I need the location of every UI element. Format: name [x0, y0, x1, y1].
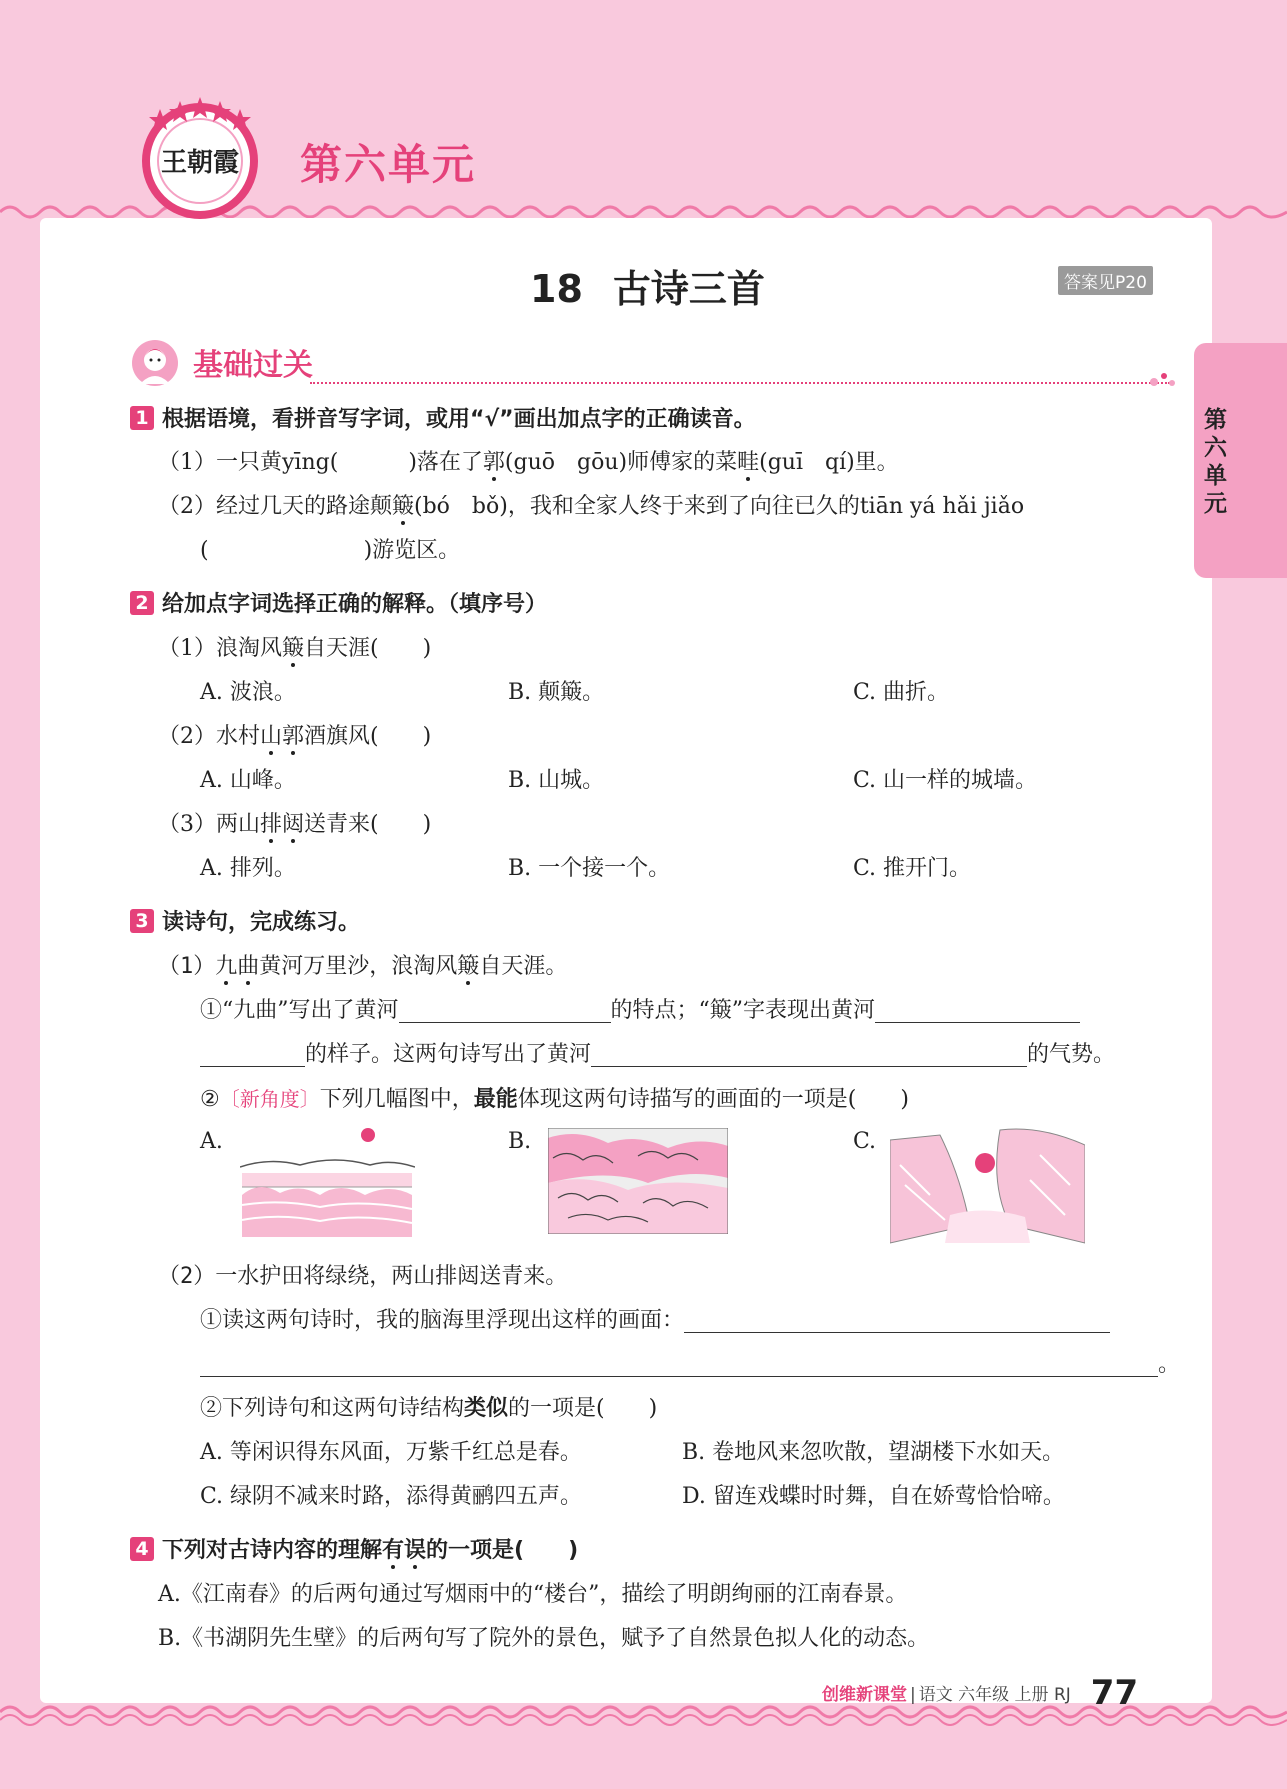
q3-j1-line2	[200, 1350, 1180, 1380]
picture-calm-lake[interactable]	[240, 1125, 415, 1240]
q2-sub2	[158, 722, 431, 752]
q2-s1c: 自天涯( )	[304, 636, 432, 661]
q2-s1-option-a[interactable]: A. 波浪。	[200, 680, 296, 705]
q1-dotted-qi: 畦	[737, 450, 760, 475]
q3-dotted-bo: 簸	[457, 954, 480, 979]
q3-j1-end: 。	[1158, 1352, 1181, 1377]
q4-number: 4	[130, 1537, 154, 1561]
q3-i2c-bold: 最能	[473, 1087, 518, 1112]
q2-dotted-bo: 簸	[282, 636, 305, 661]
q2-s2-option-a[interactable]: A. 山峰。	[200, 768, 296, 793]
q3-i1b: 的特点；“簸”字表现出黄河	[610, 998, 875, 1023]
q3-j2-option-c[interactable]: C. 绿阴不减来时路，添得黄鹂四五声。	[200, 1484, 583, 1509]
q3-p1f: 自天涯。	[479, 954, 568, 979]
q3-item1-line2	[200, 1040, 1115, 1070]
q3-picture-option-b-label[interactable]: B.	[508, 1129, 532, 1154]
q3-j2b-bold: 类似	[464, 1396, 509, 1421]
logo-text: 王朝霞	[160, 148, 240, 178]
q3-i2d: 体现这两句诗描写的画面的一项是( )	[517, 1087, 909, 1112]
footer-info: 语文 六年级 上册 RJ	[918, 1685, 1071, 1705]
q1-l2c: (bó bǒ)，我和全家人终于来到了向往已久的tiān yá hǎi jiǎo	[414, 494, 1025, 519]
q3-j2a: ②下列诗句和这两句诗结构	[200, 1396, 465, 1421]
q1-number: 1	[130, 406, 154, 430]
footer-separator: |	[910, 1685, 916, 1705]
q3-dotted-jiu: 九	[215, 954, 238, 979]
q1-line2	[158, 492, 1024, 522]
q1-blank-tianya[interactable]	[209, 539, 364, 563]
page-footer	[822, 1673, 1138, 1713]
q3-poem2: （2）一水护田将绿绕，两山排闼送青来。	[158, 1264, 568, 1289]
q3-j2-option-d[interactable]: D. 留连戏蝶时时舞，自在娇莺恰恰啼。	[682, 1484, 1065, 1509]
q2-prompt	[130, 590, 547, 620]
q3-j2-option-a[interactable]: A. 等闲识得东风面，万紫千红总是春。	[200, 1440, 582, 1465]
q1-l3a: (	[200, 538, 209, 563]
q1-dotted-bo: 簸	[392, 494, 415, 519]
q1-l3b: )游览区。	[363, 538, 461, 563]
q3-blank-shape-b[interactable]	[200, 1042, 305, 1067]
q2-s2d: 酒旗风( )	[304, 724, 432, 749]
q3-i1a: ①“九曲”写出了黄河	[200, 998, 399, 1023]
q2-s3-option-a[interactable]: A. 排列。	[200, 856, 296, 881]
q1-blank-ying[interactable]	[338, 451, 408, 475]
q1-l1a: （1）一只黄yīng(	[158, 450, 339, 475]
q2-s1a: （1）浪淘风	[158, 636, 282, 661]
section-divider	[310, 382, 1170, 384]
q1-line3	[200, 536, 460, 566]
footer-brand: 创维新课堂	[822, 1685, 907, 1705]
section-title: 基础过关	[193, 348, 313, 383]
q2-s3d: 送青来( )	[304, 812, 432, 837]
q4-prompt	[130, 1536, 578, 1566]
q3-i2b: 下列几幅图中，	[319, 1087, 474, 1112]
q4-prompt-d: 的一项是( )	[426, 1538, 579, 1563]
answer-reference-badge: 答案见P20	[1058, 266, 1153, 295]
q3-p1d: 黄河万里沙，浪淘风	[259, 954, 458, 979]
q2-s1-option-b[interactable]: B. 颠簸。	[508, 680, 605, 705]
lesson-title	[530, 258, 765, 313]
q4-dotted-you: 有	[382, 1538, 405, 1563]
q3-j2-option-b[interactable]: B. 卷地风来忽吹散，望湖楼下水如天。	[682, 1440, 1065, 1465]
q3-j2c: 的一项是( )	[508, 1396, 658, 1421]
q2-number: 2	[130, 591, 154, 615]
q3-i1c: 的样子。这两句诗写出了黄河	[305, 1042, 592, 1067]
q3-j1-line1	[200, 1306, 1110, 1336]
picture-rough-river[interactable]	[548, 1128, 728, 1234]
q2-s1-option-c[interactable]: C. 曲折。	[853, 680, 950, 705]
q3-i2a: ②	[200, 1087, 220, 1112]
q3-prompt-text: 读诗句，完成练习。	[162, 910, 361, 935]
unit-title: 第六单元	[300, 140, 477, 189]
q1-l2a: （2）经过几天的路途颠	[158, 494, 392, 519]
q3-poem1	[158, 952, 567, 982]
q2-dotted-shan: 山	[260, 724, 283, 749]
side-tab-label: 第六单元	[1204, 407, 1227, 517]
page-number: 77	[1090, 1673, 1139, 1713]
q3-i1d: 的气势。	[1027, 1042, 1116, 1067]
q3-picture-option-a-label[interactable]: A.	[200, 1129, 223, 1154]
q4-option-b[interactable]: B.《书湖阴先生壁》的后两句写了院外的景色，赋予了自然景色拟人化的动态。	[158, 1626, 930, 1651]
q1-l1f: (guī qí)里。	[759, 450, 899, 475]
q2-dotted-guo: 郭	[282, 724, 305, 749]
q2-s2-option-c[interactable]: C. 山一样的城墙。	[853, 768, 1038, 793]
q2-s3-option-b[interactable]: B. 一个接一个。	[508, 856, 671, 881]
q3-j2	[200, 1394, 657, 1424]
q4-option-a[interactable]: A.《江南春》的后两句通过写烟雨中的“楼台”，描绘了明朗绚丽的江南春景。	[158, 1582, 908, 1607]
q2-s3a: （3）两山	[158, 812, 260, 837]
q2-sub1	[158, 634, 431, 664]
q1-prompt-text: 根据语境，看拼音写字词，或用“√”画出加点字的正确读音。	[162, 407, 756, 432]
q3-prompt	[130, 908, 360, 938]
q1-line1	[158, 448, 899, 478]
q3-blank-momentum[interactable]	[591, 1042, 1027, 1067]
q3-p1a: （1）	[158, 954, 216, 979]
q2-dotted-pai: 排	[260, 812, 283, 837]
q3-j1-text: ①读这两句诗时，我的脑海里浮现出这样的画面：	[200, 1308, 685, 1333]
q2-s2a: （2）水村	[158, 724, 260, 749]
q2-s2-option-b[interactable]: B. 山城。	[508, 768, 605, 793]
girl-avatar-icon	[130, 338, 180, 388]
lesson-number: 18	[530, 267, 583, 311]
lesson-name: 古诗三首	[612, 267, 765, 311]
q2-prompt-text: 给加点字词选择正确的解释。（填序号）	[162, 592, 548, 617]
q1-prompt	[130, 405, 756, 435]
q3-blank-scene-b[interactable]	[200, 1352, 1158, 1377]
picture-gorge-river[interactable]	[890, 1125, 1085, 1245]
q3-blank-feature[interactable]	[399, 998, 611, 1023]
q2-dotted-ta: 闼	[282, 812, 305, 837]
q1-l1d: (guō gōu)师傅家的菜	[504, 450, 738, 475]
q2-sub3	[158, 810, 431, 840]
decor-dots-icon	[1148, 370, 1178, 390]
q1-dotted-guo: 郭	[482, 450, 505, 475]
q3-dotted-qu: 曲	[237, 954, 260, 979]
q2-s3-option-c[interactable]: C. 推开门。	[853, 856, 972, 881]
q3-picture-option-c-label[interactable]: C.	[853, 1129, 877, 1154]
q1-l1b: )落在了	[408, 450, 483, 475]
section-header	[130, 338, 1180, 390]
q4-dotted-wu: 误	[404, 1538, 427, 1563]
brand-logo	[138, 95, 262, 219]
q3-number: 3	[130, 909, 154, 933]
q4-prompt-a: 下列对古诗内容的理解	[162, 1538, 383, 1563]
q3-item2	[200, 1084, 909, 1115]
new-angle-tag: 〔新角度〕	[219, 1087, 320, 1111]
q3-blank-scene-a[interactable]	[684, 1308, 1110, 1333]
q3-item1-line1	[200, 996, 1080, 1026]
q3-blank-shape-a[interactable]	[875, 998, 1080, 1023]
